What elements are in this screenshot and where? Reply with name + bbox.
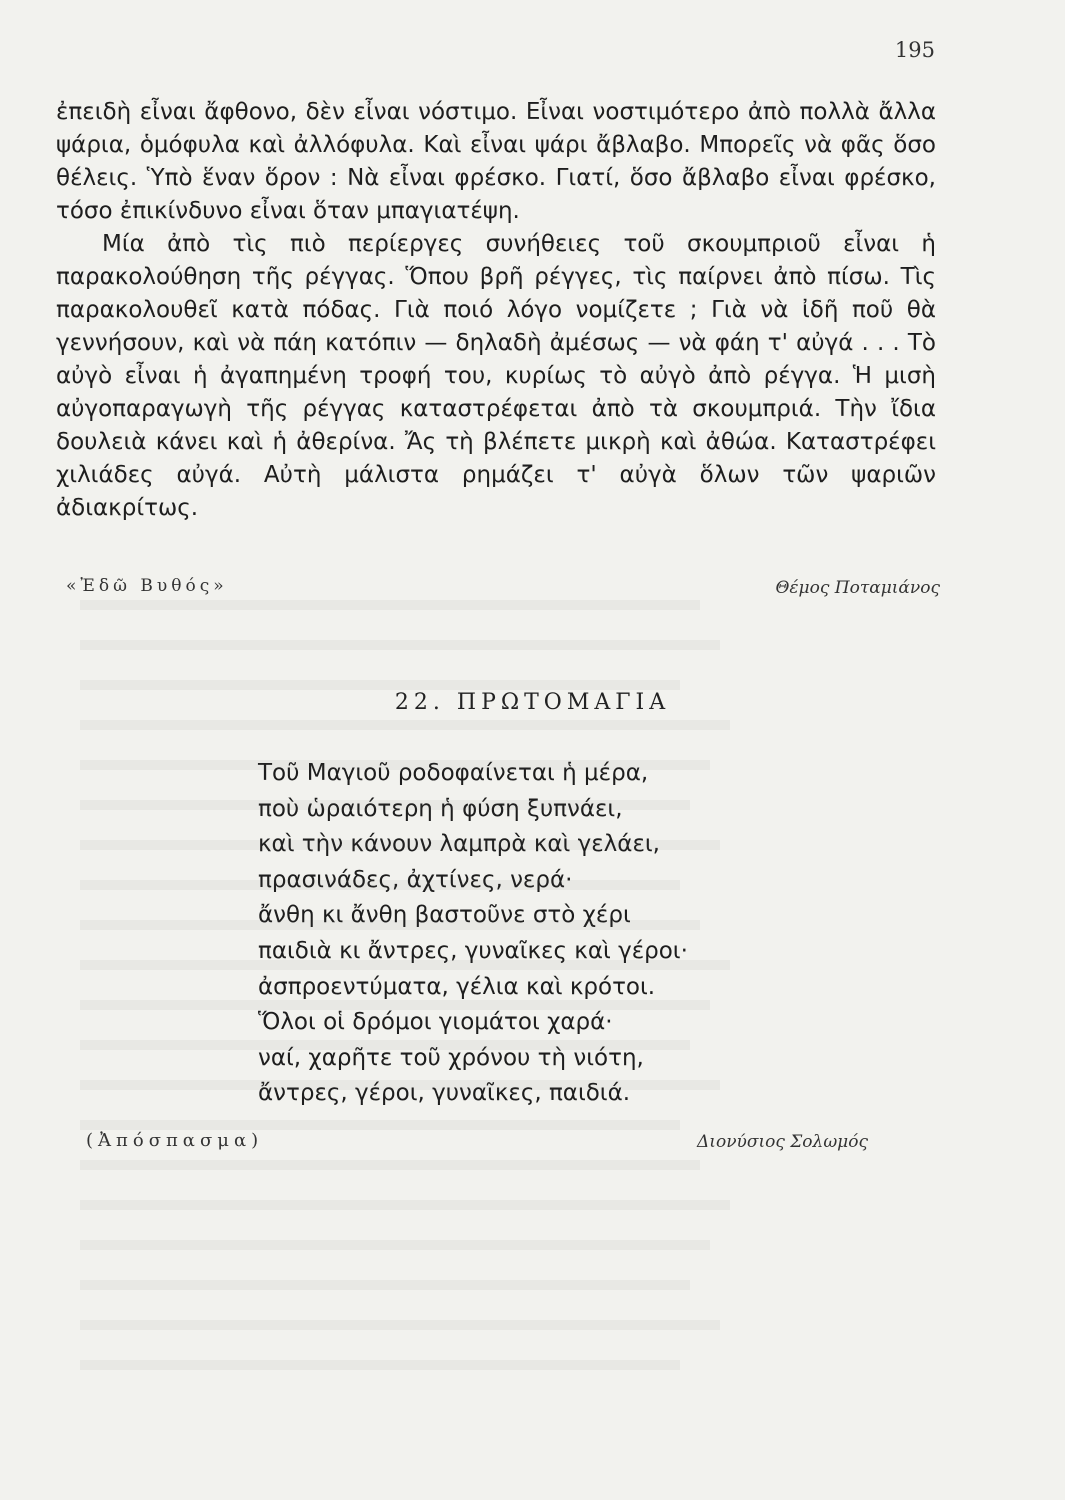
poem-line: Ὅλοι οἱ δρόμοι γιομάτοι χαρά· — [258, 1009, 613, 1036]
poem-line: καὶ τὴν κάνουν λαμπρὰ καὶ γελάει, — [258, 831, 660, 858]
poem-line: παιδιὰ κι ἄντρες, γυναῖκες καὶ γέροι· — [258, 937, 688, 964]
poem-line: ἄντρες, γέροι, γυναῖκες, παιδιά. — [258, 1080, 631, 1107]
poem-line: ἀσπροεντύματα, γέλια καὶ κρότοι. — [258, 973, 656, 1000]
prose-source-line — [66, 572, 940, 606]
poem-line: πρασινάδες, ἀχτίνες, νερά· — [258, 866, 573, 893]
source-title: «Ἐδῶ Βυθός» — [66, 576, 228, 596]
poem — [258, 756, 778, 1112]
section-title: 22. ΠΡΩΤΟΜΑΓΙΑ — [394, 690, 671, 715]
prose-paragraph-2: Μία ἀπὸ τὶς πιὸ περίεργες συνήθειες τοῦ σκουμπριοῦ εἶναι ἡ παρακολούθηση τῆς ρέγγας. Ὅπου βρῆ ρέγγες, τὶς παίρνει ἀπὸ πίσω. Τὶς παρακολουθεῖ κατὰ πόδας. Γιὰ ποιό λόγο νομίζετε ; Γιὰ νὰ ἰδῆ ποῦ θὰ γεννήσουν, καὶ νὰ πάη κατόπιν — δηλαδὴ ἀμέσως — νὰ φάη τ' αὐγά . . . Τὸ αὐγὸ εἶναι ἡ ἀγαπημένη τροφή του, κυρίως τὸ αὐγὸ ἀπὸ ρέγγα. Ἡ μισὴ αὐγοπαραγωγὴ τῆς ρέγγας καταστρέφεται ἀπὸ τὰ σκουμπριά. Τὴν ἴδια δουλειὰ κάνει καὶ ἡ ἀθερίνα. Ἄς τὴ βλέπετε μικρὴ καὶ ἀθώα. Καταστρέφει χιλιάδες αὐγά. Αὐτὴ μάλιστα ρημάζει τ' αὐγὰ ὅλων τῶν ψαριῶν ἀδιακρίτως. — [56, 231, 936, 521]
source-author: Θέμος Ποταμιάνος — [775, 578, 940, 598]
poem-line: Τοῦ Μαγιοῦ ροδοφαίνεται ἡ μέρα, — [258, 760, 649, 786]
prose-paragraph-1: ἐπειδὴ εἶναι ἄφθονο, δὲν εἶναι νόστιμο. Εἶναι νοστιμότερο ἀπὸ πολλὰ ἄλλα ψάρια, ὁμόφυλα καὶ ἀλλόφυλα. Καὶ εἶναι ψάρι ἄβλαβο. Μπορεῖς νὰ φᾶς ὅσο θέλεις. Ὑπὸ ἕναν ὅρον : Νὰ εἶναι φρέσκο. Γιατί, ὅσο ἄβλαβο εἶναι φρέσκο, τόσο ἐπικίνδυνο εἶναι ὅταν μπαγιατέψη. — [56, 99, 936, 224]
poem-line: ναί, χαρῆτε τοῦ χρόνου τὴ νιότη, — [258, 1044, 644, 1071]
poem-line: ἄνθη κι ἄνθη βαστοῦνε στὸ χέρι — [258, 902, 631, 929]
excerpt-note: (Ἀπόσπασμα) — [86, 1130, 264, 1151]
poem-attribution-line — [86, 1126, 868, 1160]
poem-author: Διονύσιος Σολωμός — [697, 1132, 868, 1152]
poem-line: ποὺ ὡραιότερη ἡ φύση ξυπνάει, — [258, 795, 623, 822]
page-number: 195 — [894, 38, 935, 62]
prose-excerpt — [56, 96, 936, 525]
